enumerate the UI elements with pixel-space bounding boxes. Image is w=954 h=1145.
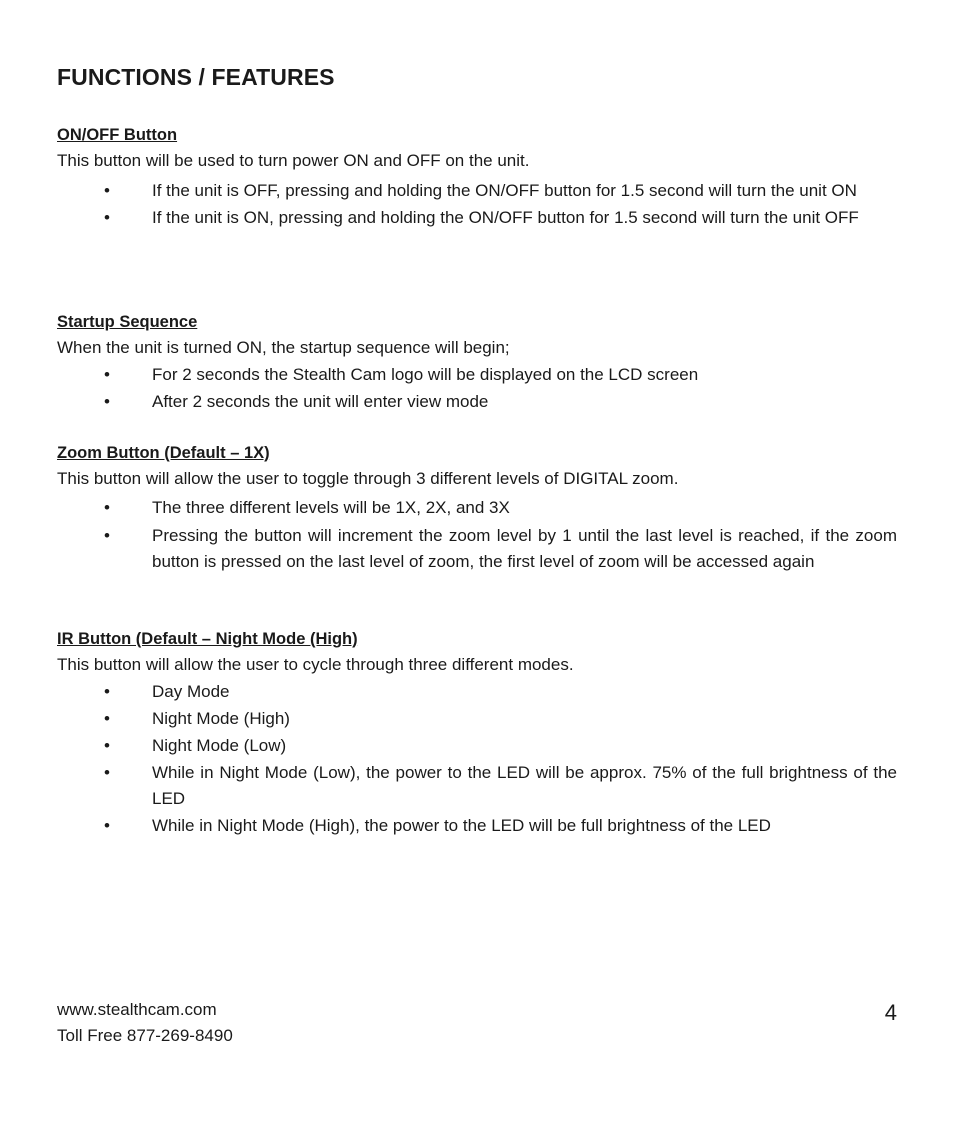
bullet-icon: • [104, 736, 110, 755]
bullet-list [57, 495, 897, 575]
section-intro: When the unit is turned ON, the startup sequence will begin; [57, 338, 510, 357]
bullet-text: The three different levels will be 1X, 2X, and 3X [152, 498, 510, 517]
bullet-item [57, 679, 897, 705]
bullet-icon: • [104, 526, 110, 545]
bullet-item [57, 760, 897, 812]
section-intro: This button will allow the user to toggle through 3 different levels of DIGITAL zoom. [57, 469, 679, 488]
bullet-text: Night Mode (High) [152, 709, 290, 728]
bullet-list [57, 178, 897, 231]
bullet-item [57, 495, 897, 521]
bullet-item [57, 362, 897, 388]
bullet-item [57, 706, 897, 732]
bullet-item [57, 523, 897, 575]
section-startup-sequence [57, 309, 897, 415]
footer-website-link[interactable]: www.stealthcam.com [57, 1000, 217, 1019]
bullet-item [57, 205, 897, 231]
bullet-list [57, 362, 897, 415]
bullet-icon: • [104, 365, 110, 384]
page-number: 4 [884, 1000, 897, 1025]
section-zoom-button [57, 440, 897, 575]
page-title: FUNCTIONS / FEATURES [57, 64, 335, 90]
bullet-item [57, 733, 897, 759]
bullet-text: Night Mode (Low) [152, 736, 287, 755]
bullet-icon: • [104, 392, 110, 411]
bullet-icon: • [104, 763, 110, 782]
bullet-text: For 2 seconds the Stealth Cam logo will be displayed on the LCD screen [152, 365, 699, 384]
bullet-icon: • [104, 682, 110, 701]
bullet-icon: • [104, 181, 110, 200]
bullet-text: If the unit is OFF, pressing and holding the ON/OFF button for 1.5 second will turn the unit ON [152, 181, 857, 200]
footer-phone: Toll Free 877-269-8490 [57, 1026, 233, 1045]
bullet-text: After 2 seconds the unit will enter view mode [152, 392, 489, 411]
bullet-text: Day Mode [152, 682, 230, 701]
bullet-text: While in Night Mode (Low), the power to the LED will be approx. 75% of the full brightness of the LED [152, 763, 897, 808]
bullet-text: If the unit is ON, pressing and holding the ON/OFF button for 1.5 second will turn the unit OFF [152, 208, 859, 227]
section-ir-button [57, 626, 897, 839]
footer-contact [57, 997, 233, 1049]
section-intro: This button will be used to turn power ON and OFF on the unit. [57, 151, 530, 170]
bullet-text: Pressing the button will increment the zoom level by 1 until the last level is reached, if the zoom button is pressed on the last level of zoom, the first level of zoom will be accessed again [152, 526, 897, 571]
bullet-icon: • [104, 709, 110, 728]
bullet-icon: • [104, 208, 110, 227]
bullet-item [57, 389, 897, 415]
bullet-list [57, 679, 897, 839]
section-heading: Zoom Button (Default – 1X) [57, 444, 270, 462]
bullet-icon: • [104, 816, 110, 835]
bullet-item [57, 813, 897, 839]
bullet-icon: • [104, 498, 110, 517]
section-on-off-button [57, 122, 897, 231]
section-heading: IR Button (Default – Night Mode (High) [57, 630, 358, 648]
section-heading: Startup Sequence [57, 313, 198, 331]
bullet-item [57, 178, 897, 204]
bullet-text: While in Night Mode (High), the power to the LED will be full brightness of the LED [152, 816, 771, 835]
section-heading: ON/OFF Button [57, 126, 178, 144]
section-intro: This button will allow the user to cycle through three different modes. [57, 655, 574, 674]
